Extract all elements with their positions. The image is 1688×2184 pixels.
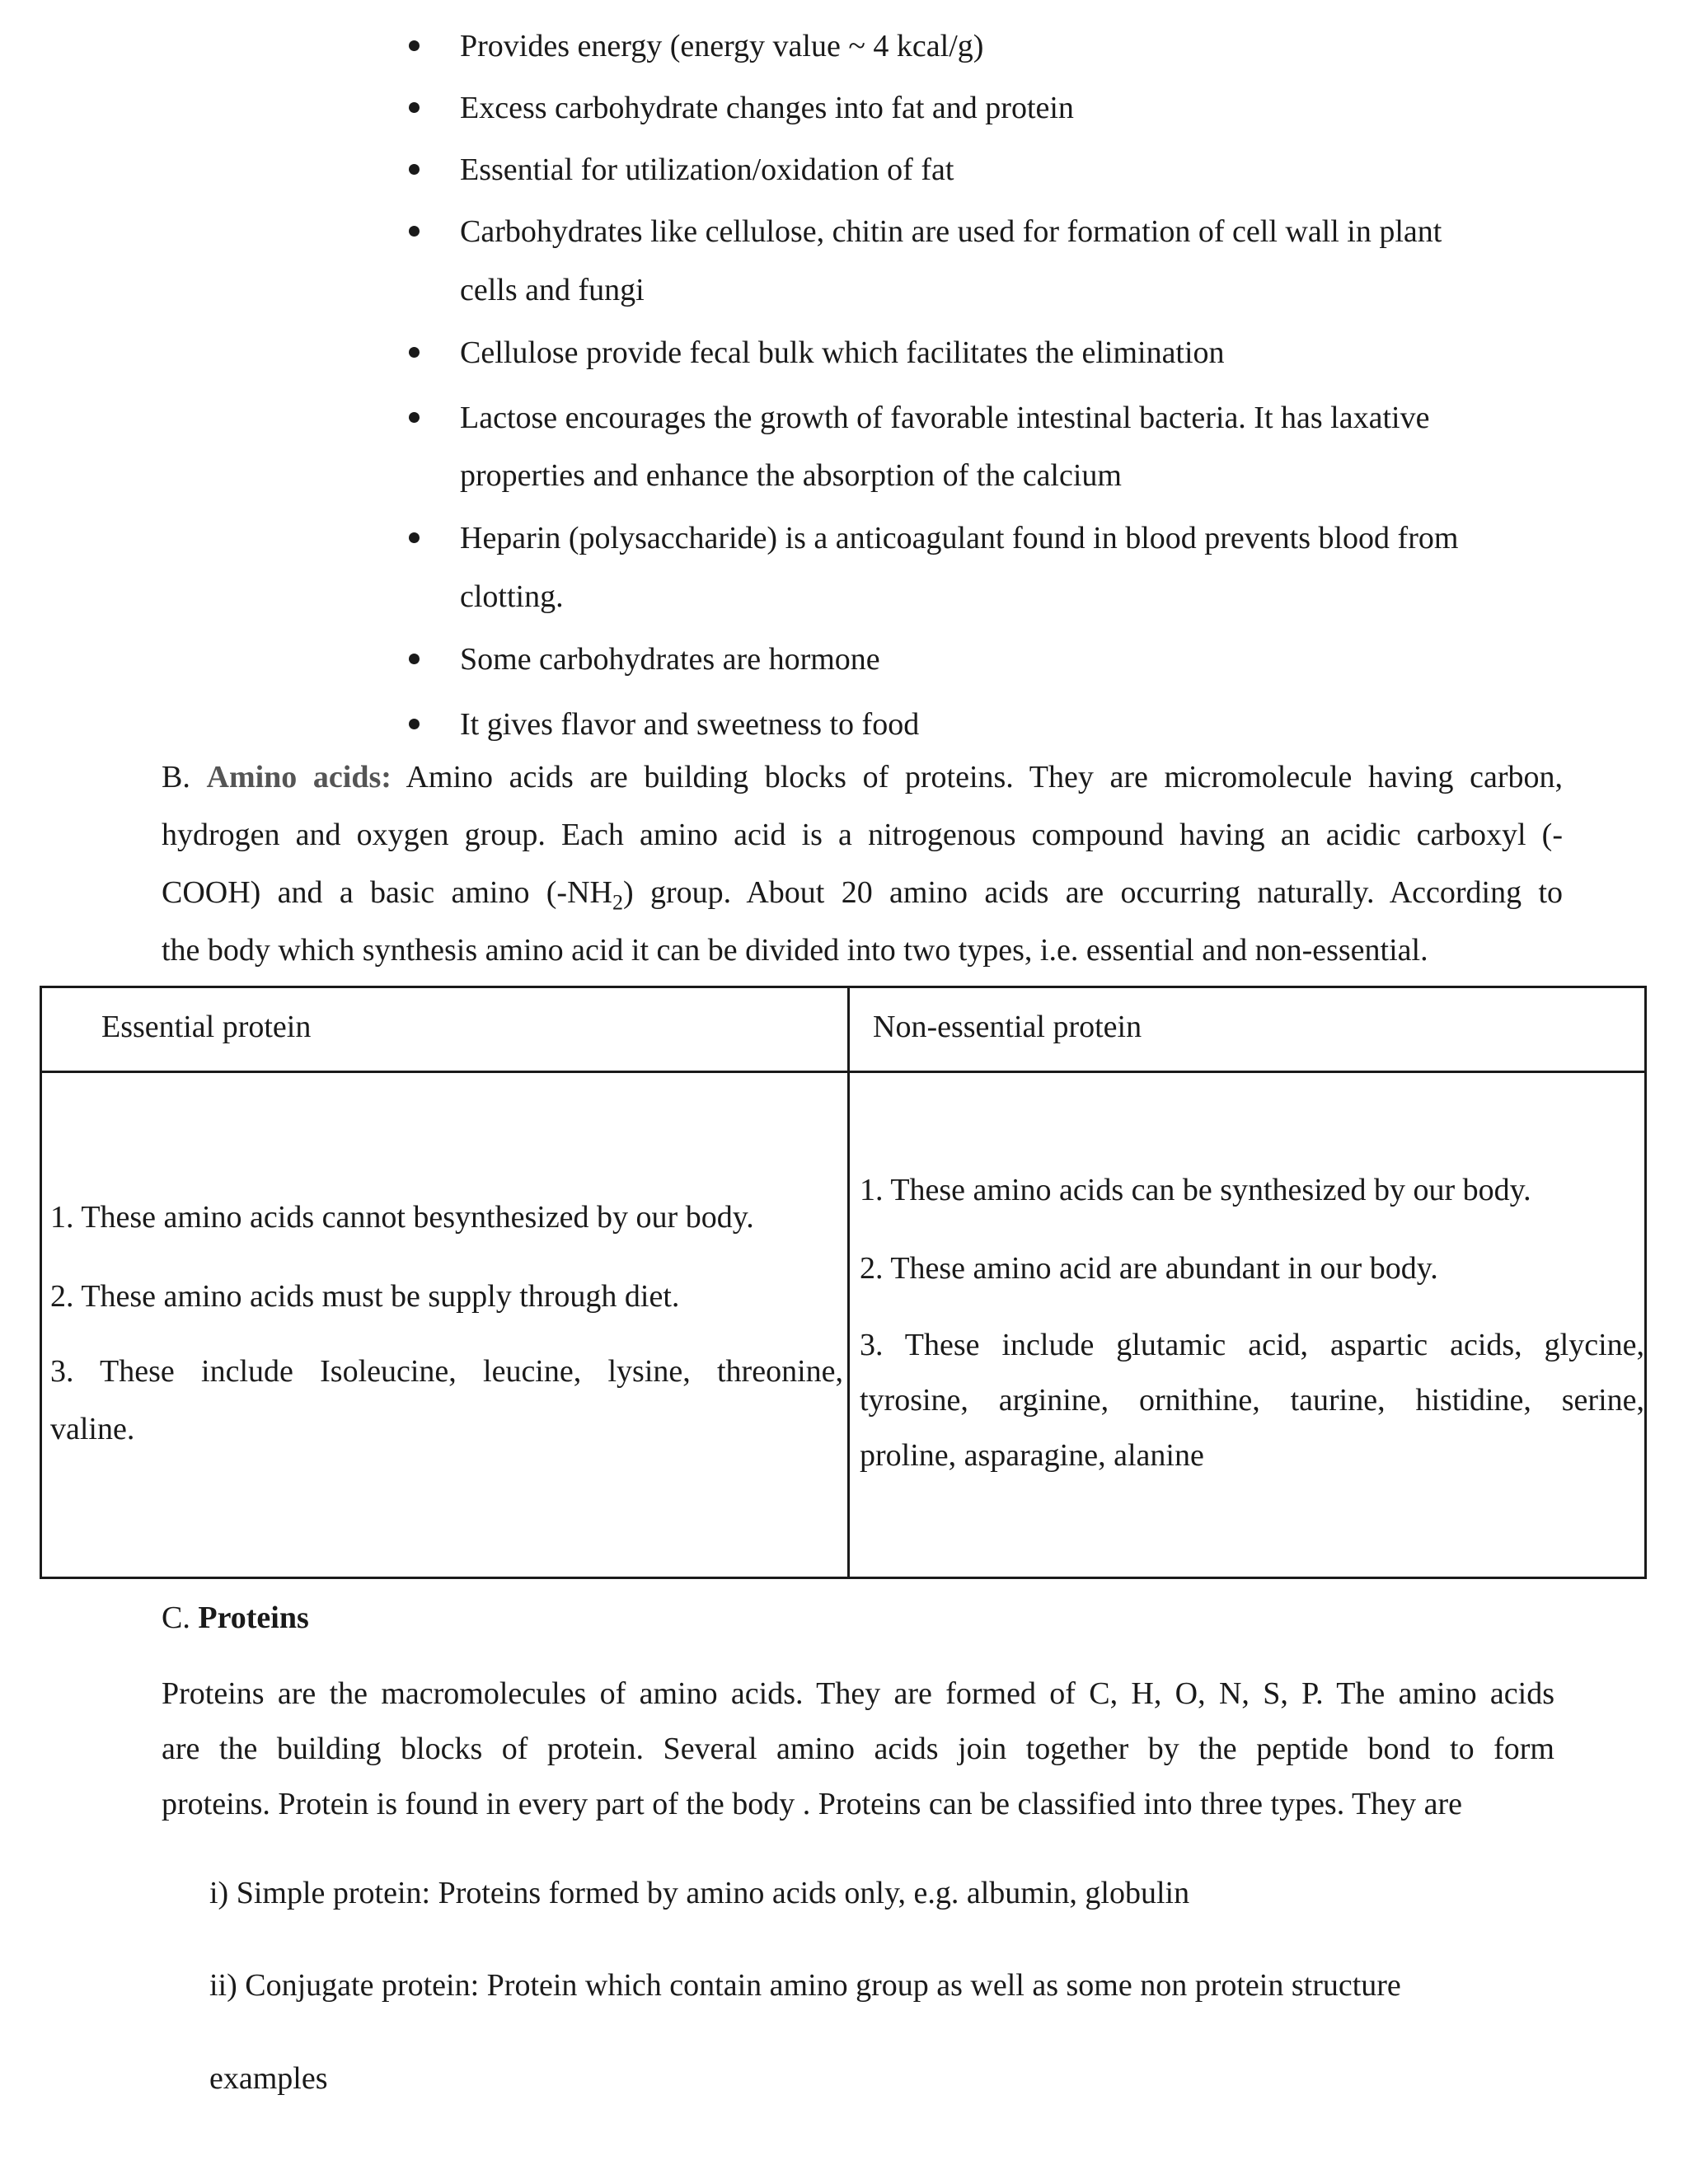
amino-acids-heading: Amino acids: (206, 760, 392, 794)
table-cell-text: 1. These amino acids can be synthesized by our body. (860, 1173, 1531, 1207)
proteins-paragraph (162, 1666, 1554, 1832)
bullet-icon (409, 164, 420, 175)
proteins-heading-text: Proteins (198, 1601, 309, 1635)
paragraph-line: hydrogen and oxygen group. Each amino acid is a nitrogenous compound having an acidic carboxyl (- (162, 818, 1563, 852)
paragraph-line: the body which synthesis amino acid it can be divided into two types, i.e. essential and non-essential. (162, 933, 1428, 968)
paragraph-line: proteins. Protein is found in every part of the body . Proteins can be classified into three types. They are (162, 1787, 1463, 1821)
list-item: Excess carbohydrate changes into fat and protein (460, 91, 1074, 125)
table-header-non-essential: Non-essential protein (873, 1010, 1142, 1044)
list-item-continuation: clotting. (460, 579, 564, 614)
list-item: Provides energy (energy value ~ 4 kcal/g) (460, 29, 984, 63)
list-item: Heparin (polysaccharide) is a anticoagulant found in blood prevents blood from (460, 521, 1459, 555)
list-item: It gives flavor and sweetness to food (460, 707, 920, 742)
amino-acids-paragraph (162, 748, 1563, 979)
bullet-icon (409, 532, 420, 543)
paragraph-line: are the building blocks of protein. Several amino acids join together by the peptide bond to form (162, 1732, 1554, 1766)
paragraph-line (162, 864, 1563, 921)
section-prefix: C. (162, 1601, 190, 1635)
bullet-icon (409, 654, 420, 664)
table-cell-text: 2. These amino acids must be supply through diet. (50, 1279, 680, 1314)
section-prefix: B. (162, 760, 190, 794)
bullet-icon (409, 347, 420, 358)
table-cell-text: proline, asparagine, alanine (860, 1438, 1204, 1473)
bullet-icon (409, 40, 420, 51)
paragraph-line (162, 748, 1563, 806)
list-item: Essential for utilization/oxidation of fat (460, 152, 954, 187)
bullet-icon (409, 412, 420, 423)
subscript: 2 (612, 890, 623, 915)
protein-type-conjugate: ii) Conjugate protein: Protein which contain amino group as well as some non protein structure (209, 1968, 1401, 2003)
list-item: Some carbohydrates are hormone (460, 642, 880, 677)
table-header-divider (42, 1071, 1644, 1073)
list-item: Lactose encourages the growth of favorable intestinal bacteria. It has laxative (460, 401, 1430, 435)
list-item-continuation: properties and enhance the absorption of the calcium (460, 458, 1122, 493)
table-cell-text: 2. These amino acid are abundant in our body. (860, 1251, 1438, 1286)
paragraph-text: Amino acids are building blocks of proteins. They are micromolecule having carbon, (406, 760, 1564, 794)
examples-label: examples (209, 2061, 328, 2096)
table-cell-text: 3. These include Isoleucine, leucine, lysine, threonine, (50, 1354, 843, 1389)
table-cell-text: tyrosine, arginine, ornithine, taurine, histidine, serine, (860, 1383, 1644, 1418)
paragraph-line: Proteins are the macromolecules of amino acids. They are formed of C, H, O, N, S, P. The amino acids (162, 1676, 1554, 1711)
list-item: Cellulose provide fecal bulk which facilitates the elimination (460, 335, 1225, 370)
bullet-icon (409, 719, 420, 729)
paragraph-text: COOH) and a basic amino (-NH (162, 875, 612, 910)
table-cell-text: 3. These include glutamic acid, aspartic acids, glycine, (860, 1328, 1644, 1362)
bullet-icon (409, 226, 420, 237)
table-cell-text: 1. These amino acids cannot besynthesized by our body. (50, 1200, 754, 1235)
paragraph-text: ) group. About 20 amino acids are occurring naturally. According to (622, 875, 1564, 910)
proteins-heading (162, 1589, 309, 1647)
protein-type-simple: i) Simple protein: Proteins formed by amino acids only, e.g. albumin, globulin (209, 1876, 1190, 1910)
table-column-divider (847, 988, 850, 1577)
list-item: Carbohydrates like cellulose, chitin are used for formation of cell wall in plant (460, 214, 1442, 249)
table-cell-text: valine. (50, 1412, 135, 1446)
list-item-continuation: cells and fungi (460, 273, 645, 307)
table-header-essential: Essential protein (101, 1010, 312, 1044)
bullet-icon (409, 102, 420, 113)
amino-acid-table (40, 986, 1647, 1579)
